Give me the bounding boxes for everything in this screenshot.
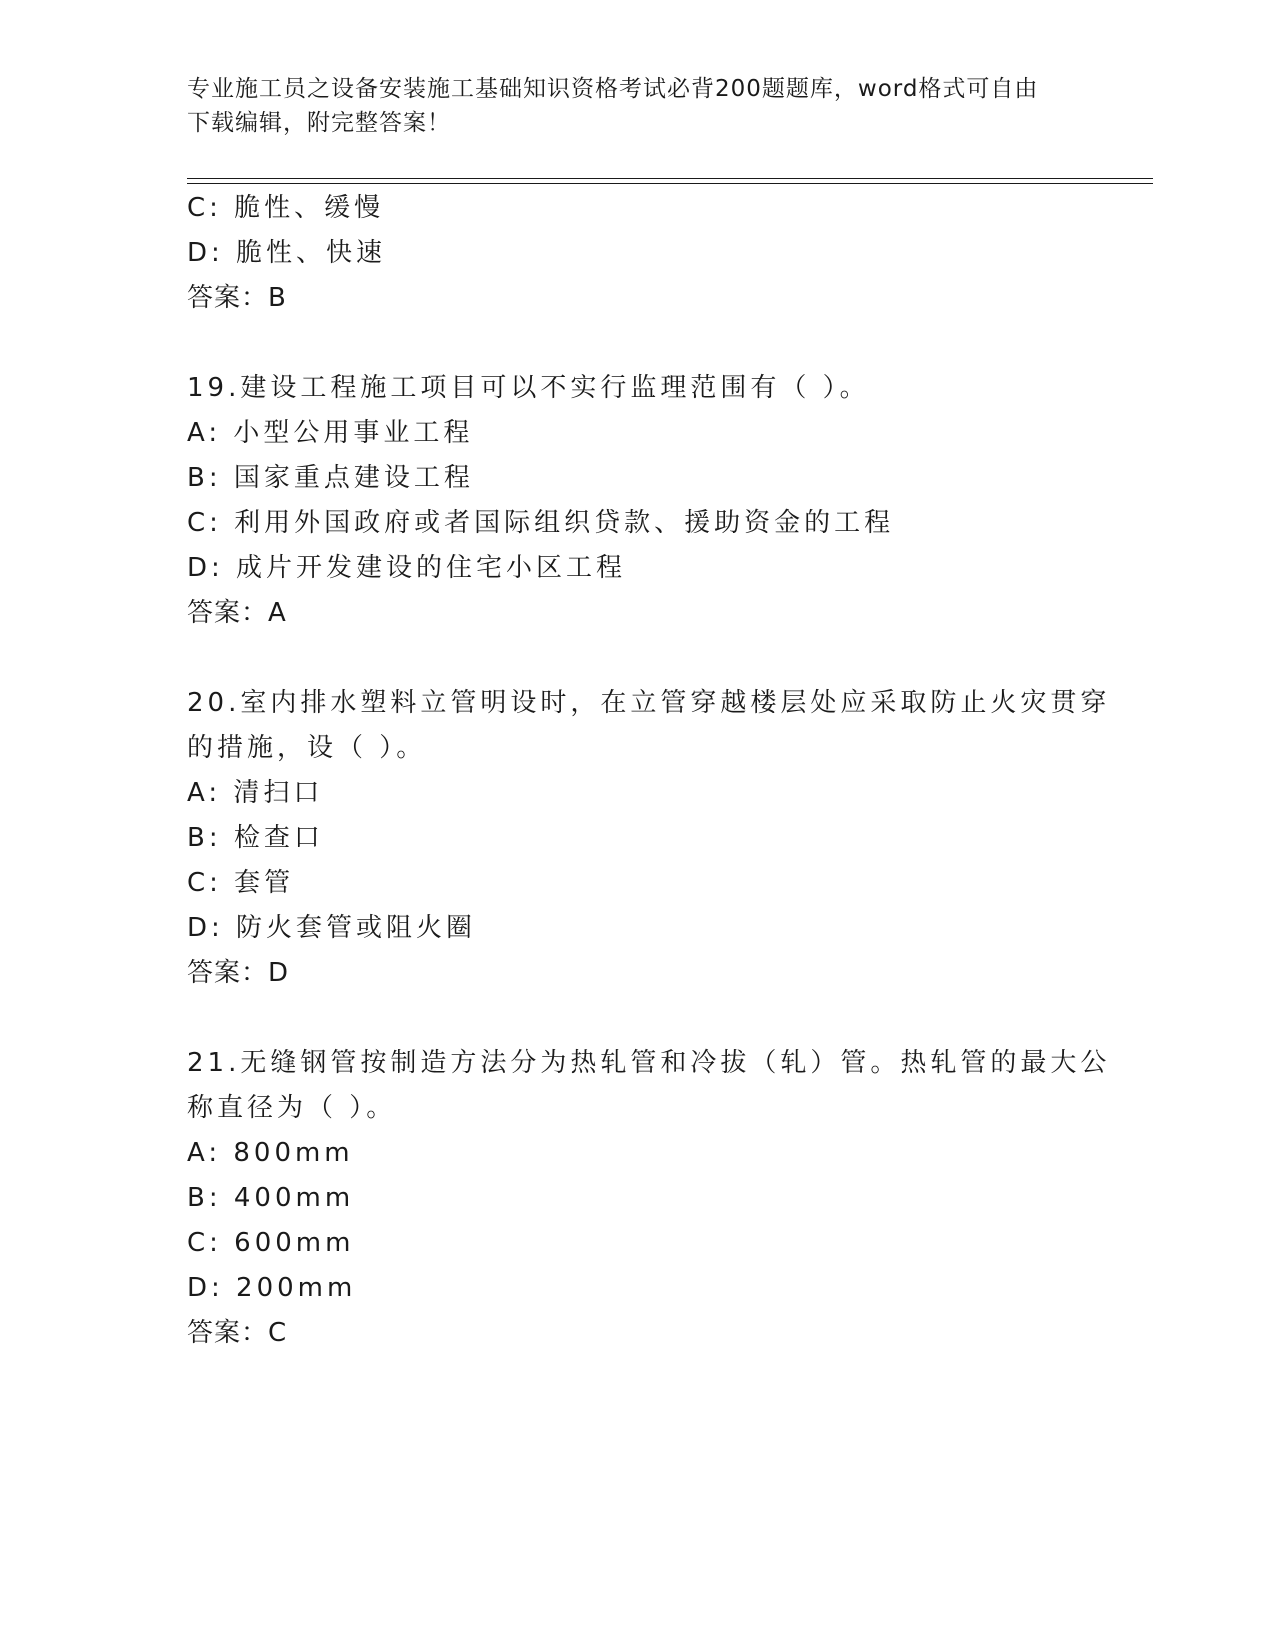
q20-answer: 答案：D <box>187 958 290 988</box>
header-line-2: 下载编辑，附完整答案！ <box>187 110 451 136</box>
q19-option-b: B: 国家重点建设工程 <box>187 463 474 493</box>
q20-option-d: D: 防火套管或阻火圈 <box>187 913 477 943</box>
header-divider-bottom <box>187 183 1153 184</box>
q19-stem: 19.建设工程施工项目可以不实行监理范围有（ ）。 <box>187 373 870 403</box>
q19-option-c: C: 利用外国政府或者国际组织贷款、援助资金的工程 <box>187 508 895 538</box>
q21-answer: 答案：C <box>187 1318 288 1348</box>
document-header <box>187 72 1087 140</box>
q21-option-d: D: 200mm <box>187 1273 357 1303</box>
q20-option-b: B: 检查口 <box>187 823 324 853</box>
header-line-1: 专业施工员之设备安装施工基础知识资格考试必背200题题库，word格式可自由 <box>187 76 1039 102</box>
q19-answer: 答案：A <box>187 598 287 628</box>
q20-stem-line-2: 的措施，设（ ）。 <box>187 733 427 763</box>
header-divider-top <box>187 178 1153 179</box>
q20-stem-line-1: 20.室内排水塑料立管明设时，在立管穿越楼层处应采取防止火灾贯穿 <box>187 688 1111 718</box>
q21-stem-line-1: 21.无缝钢管按制造方法分为热轧管和冷拔（轧）管。热轧管的最大公 <box>187 1048 1111 1078</box>
q19-option-a: A: 小型公用事业工程 <box>187 418 474 448</box>
q20-option-a: A: 清扫口 <box>187 778 324 808</box>
q18-option-c: C: 脆性、缓慢 <box>187 193 385 223</box>
q21-option-a: A: 800mm <box>187 1138 354 1168</box>
q21-stem-line-2: 称直径为（ ）。 <box>187 1093 397 1123</box>
q20-option-c: C: 套管 <box>187 868 295 898</box>
q21-option-c: C: 600mm <box>187 1228 355 1258</box>
q18-option-d: D: 脆性、快速 <box>187 238 387 268</box>
q19-option-d: D: 成片开发建设的住宅小区工程 <box>187 553 627 583</box>
q18-answer: 答案：B <box>187 283 287 313</box>
q21-option-b: B: 400mm <box>187 1183 355 1213</box>
